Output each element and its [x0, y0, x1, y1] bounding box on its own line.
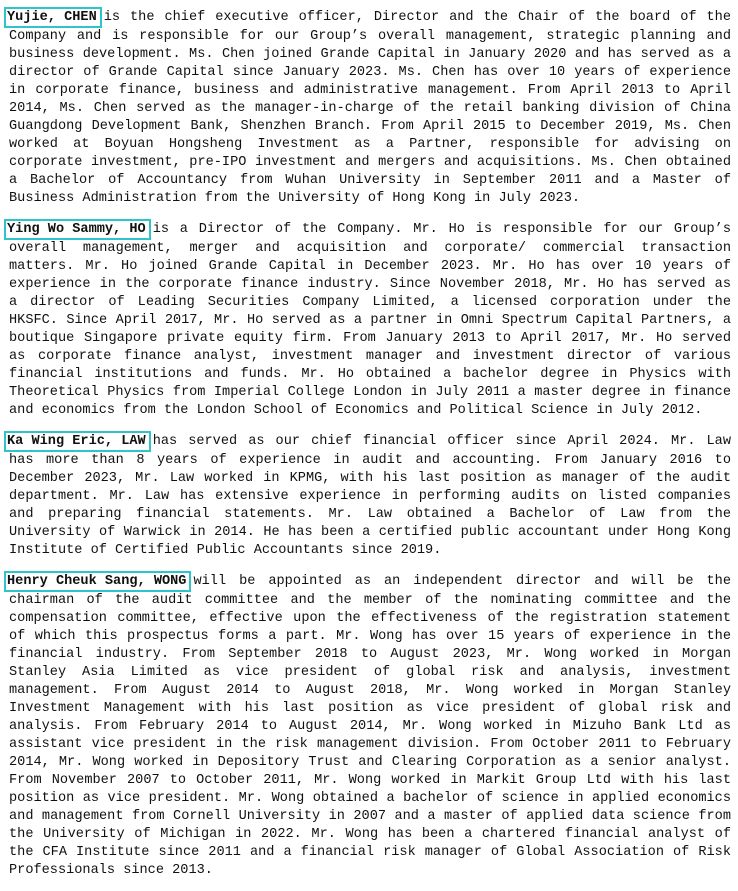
highlighted-name-ho: Ying Wo Sammy, HO [4, 219, 151, 240]
bio-text-ho: is a Director of the Company. Mr. Ho is responsible for our Group’s overall management, merger and acquisition and corporate/ commercial transaction matters. Mr. Ho joined Grande Capital in December 2023. Mr. Ho has over 10 years of experience in the corporate finance industry. Since November 2018, Mr. Ho has served as a director of Leading Securities Company Limited, a licensed corporation under the HKSFC. Since April 2017, Mr. Ho served as a partner in Omni Spectrum Capital Partners, a boutique Singapore private equity firm. From January 2013 to April 2017, Mr. Ho served as corporate finance analyst, investment manager and investment director of various financial institutions and funds. Mr. Ho obtained a bachelor degree in Physics with Theoretical Physics from Imperial College London in July 2011 a master degree in finance and economics from the London School of Economics and Political Science in July 2012. [9, 222, 731, 418]
highlighted-name-chen: Yujie, CHEN [4, 7, 102, 28]
highlighted-name-wong: Henry Cheuk Sang, WONG [4, 571, 191, 592]
highlighted-name-law: Ka Wing Eric, LAW [4, 431, 151, 452]
bio-paragraph-chen [9, 7, 731, 208]
bio-text-chen: is the chief executive officer, Director and the Chair of the board of the Company and is responsible for our Group’s overall management, strategic planning and business development. Ms. Chen joined Grande Capital in January 2020 and has served as a director of Grande Capital since January 2023. Ms. Chen has over 10 years of experience in corporate finance, business and administrative management. From April 2013 to April 2014, Ms. Chen served as the manager-in-charge of the retail banking division of China Guangdong Development Bank, Shenzhen Branch. From April 2015 to December 2019, Ms. Chen worked at Boyuan Hongsheng Investment as a Partner, responsible for advising on corporate investment, pre-IPO investment and mergers and acquisitions. Ms. Chen obtained a Bachelor of Accountancy from Wuhan University in September 2011 and a Master of Business Administration from the University of Hong Kong in July 2023. [9, 10, 731, 206]
bio-text-law: has served as our chief financial officer since April 2024. Mr. Law has more than 8 years of experience in audit and accounting. From January 2016 to December 2023, Mr. Law worked in KPMG, with his last position as manager of the audit department. Mr. Law has extensive experience in performing audits on listed companies and preparing financial statements. Mr. Law obtained a Bachelor of Law from the University of Warwick in 2014. He has been a certified public accountant under Hong Kong Institute of Certified Public Accountants since 2019. [9, 434, 731, 558]
bio-paragraph-ho [9, 219, 731, 420]
bio-text-wong: will be appointed as an independent director and will be the chairman of the audit committee and the member of the nominating committee and the compensation committee, effective upon the effectiveness of the registration statement of which this prospectus forms a part. Mr. Wong has over 15 years of experience in the financial industry. From September 2018 to August 2023, Mr. Wong worked in Morgan Stanley Asia Limited as vice president of global risk and analysis, investment management. From August 2014 to August 2018, Mr. Wong worked in Morgan Stanley Investment Management with his last position as vice president of global risk and analysis. From February 2014 to August 2014, Mr. Wong worked in Mizuho Bank Ltd as assistant vice president in the risk management division. From October 2011 to February 2014, Mr. Wong worked in Depository Trust and Clearing Corporation as a senior analyst. From November 2007 to October 2011, Mr. Wong worked in Markit Group Ltd with his last position as vice president. Mr. Wong obtained a bachelor of science in applied economics and management from Cornell University in 2007 and a master of applied data science from the University of Michigan in 2022. Mr. Wong has been a chartered financial analyst of the CFA Institute since 2011 and a financial risk manager of Global Association of Risk Professionals since 2013. [9, 574, 731, 878]
bio-paragraph-wong [9, 571, 731, 880]
bio-paragraph-law [9, 431, 731, 560]
document-body [9, 7, 731, 891]
